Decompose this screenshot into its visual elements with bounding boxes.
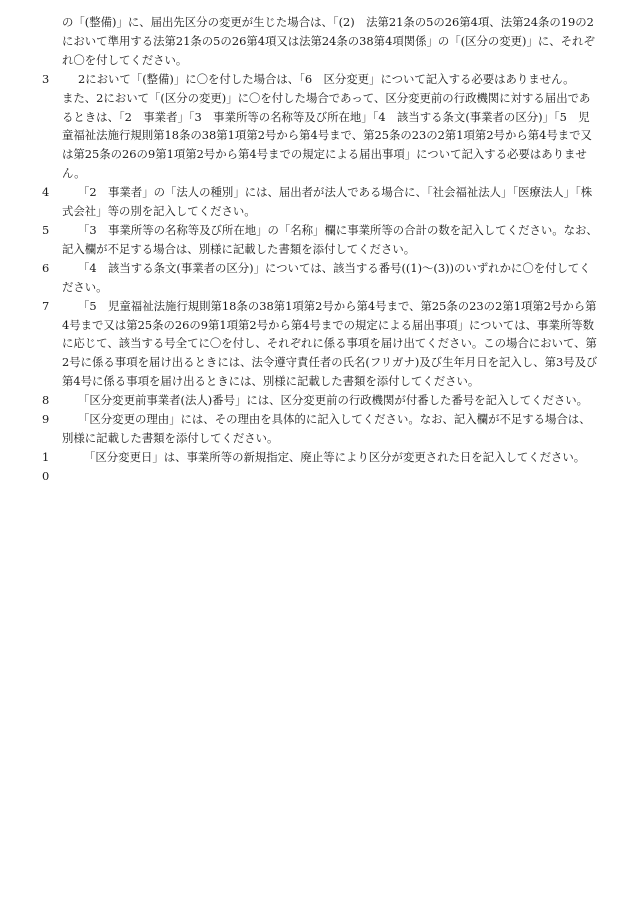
note-paragraph: 「3 事業所等の名称等及び所在地」の「名称」欄に事業所等の合計の数を記入してください。なお、記入欄が不足する場合は、別様に記載した書類を添付してください。 xyxy=(62,222,598,256)
note-body xyxy=(62,448,600,467)
note-paragraph: 「区分変更の理由」には、その理由を具体的に記入してください。なお、記入欄が不足する場合は、別様に記載した書類を添付してください。 xyxy=(62,412,591,445)
note-5 xyxy=(42,221,600,259)
note-body xyxy=(62,13,600,70)
note-paragraph: 2において「(整備)」に〇を付した場合は、「6 区分変更」について記入する必要はありません。 xyxy=(78,71,575,86)
note-continued xyxy=(52,13,600,70)
note-4 xyxy=(42,183,600,221)
note-body xyxy=(62,70,600,183)
note-number: 8 xyxy=(42,393,50,408)
note-paragraph: 「5 児童福祉法施行規則第18条の38第1項第2号から第4号まで、第25条の23の2第1項第2号から第4号まで又は第25条の26の9第1項第2号から第4号までの規定による届出事項」については、事業所等数に応じて、該当する号全てに〇を付し、それぞれに係る事項を届け出てください。この場合において、第2号に係る事項を届け出るときには、法令遵守責任者の氏名(フリガナ)及び生年月日を記入し、第3号及び第4号に係る事項を届け出るときには、別様に記載した書類を添付してください。 xyxy=(62,298,598,389)
note-7 xyxy=(42,297,600,392)
note-paragraph: 「2 事業者」の「法人の種別」には、届出者が法人である場合に、「社会福祉法人」「医療法人」「株式会社」等の別を記入してください。 xyxy=(62,185,593,219)
note-10 xyxy=(42,448,600,483)
note-number: 7 xyxy=(42,298,50,313)
note-body xyxy=(62,391,600,410)
note-number: 9 xyxy=(42,412,50,427)
notes-list xyxy=(42,13,600,483)
note-number: 3 xyxy=(42,71,50,86)
note-3 xyxy=(42,70,600,183)
note-body xyxy=(62,410,600,448)
note-number: 5 xyxy=(42,222,50,237)
note-body xyxy=(62,183,600,221)
note-body xyxy=(62,259,600,297)
note-8 xyxy=(42,391,600,410)
note-number: 10 xyxy=(42,449,50,483)
note-paragraph: また、2において「(区分の変更)」に〇を付した場合であって、区分変更前の行政機関に対する届出であるときは、「2 事業者」「3 事業所等の名称等及び所在地」「4 該当する条文(事業者の区分)」「5 児童福祉法施行規則第18条の38第1項第2号から第4号まで、第25条の23の2第1項第2号から第4号まで又は第25条の26の9第1項第2号から第4号までの規定による届出事項」について記入する必要はありません。 xyxy=(62,90,592,181)
note-paragraph: 「区分変更日」は、事業所等の新規指定、廃止等により区分が変更された日を記入してください。 xyxy=(84,449,586,464)
note-paragraph: の「(整備)」に、届出先区分の変更が生じた場合は、「(2) 法第21条の5の26第4項、法第24条の19の2において準用する法第21条の5の26第4項又は法第24条の38第4項関係」の「(区分の変更)」に、それぞれ〇を付してください。 xyxy=(62,15,595,67)
note-6 xyxy=(42,259,600,297)
note-9 xyxy=(42,410,600,448)
note-body xyxy=(62,221,600,259)
note-paragraph: 「区分変更前事業者(法人)番号」には、区分変更前の行政機関が付番した番号を記入してください。 xyxy=(78,393,589,408)
note-paragraph: 「4 該当する条文(事業者の区分)」については、該当する番号((1)～(3))のいずれかに〇を付してください。 xyxy=(62,260,591,294)
note-number: 4 xyxy=(42,185,50,200)
note-number: 6 xyxy=(42,260,50,275)
note-body xyxy=(62,297,600,392)
